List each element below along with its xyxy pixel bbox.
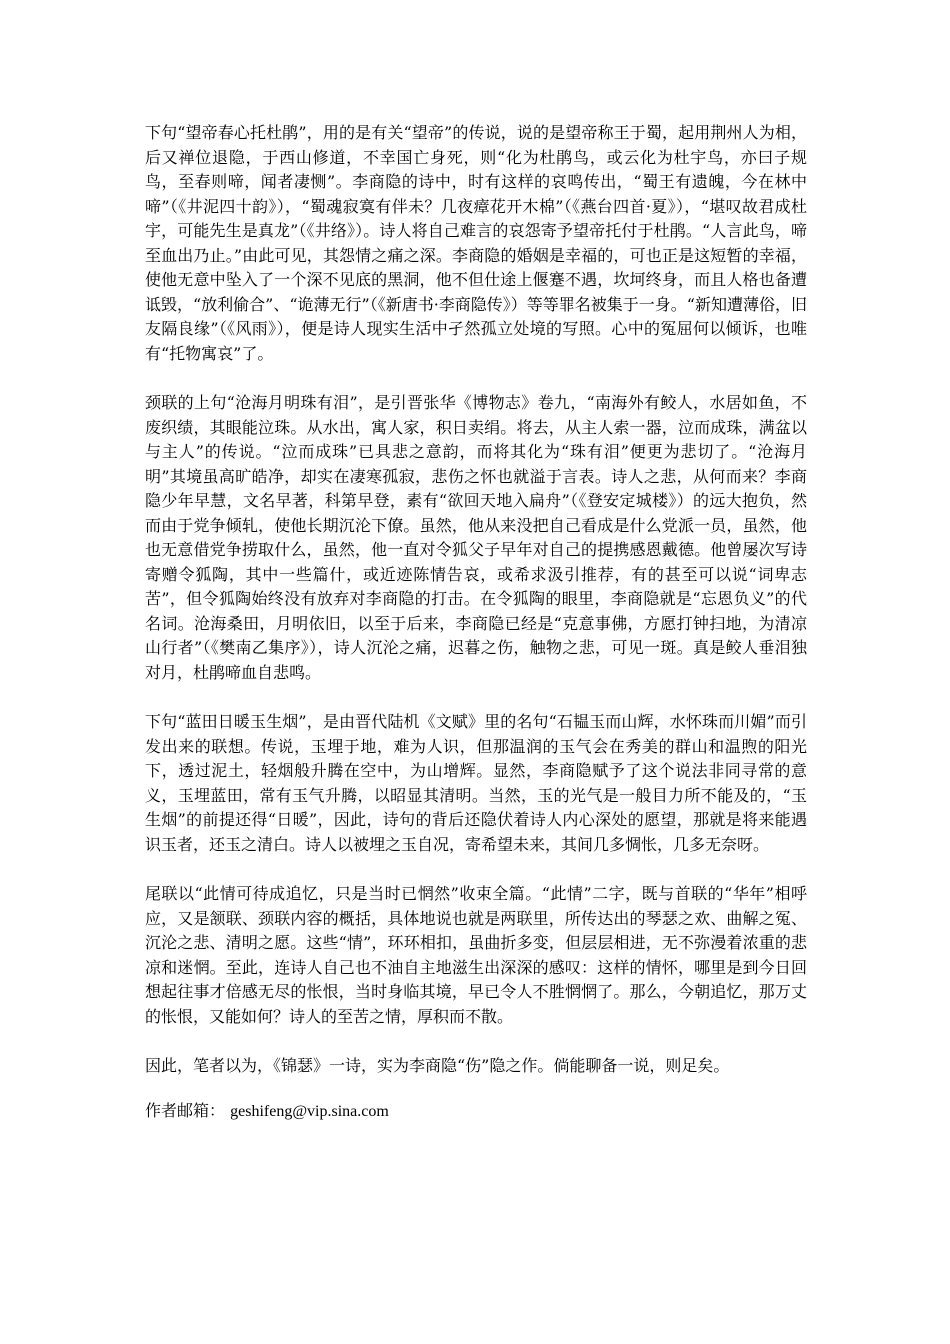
paragraph-3: 下句“蓝田日暖玉生烟”，是由晋代陆机《文赋》里的名句“石韫玉而山辉，水怀珠而川媚”而引发出来的联想。传说，玉埋于地，难为人识，但那温润的玉气会在秀美的群山和温煦的阳光下，透过泥土，轻烟般升腾在空中，为山增辉。显然，李商隐赋予了这个说法非同寻常的意义，玉埋蓝田，常有玉气升腾，以昭显其清明。当然，玉的光气是一般目力所不能及的，“玉生烟”的前提还得“日暖”，因此，诗句的背后还隐伏着诗人内心深处的愿望，那就是将来能遇识玉者，还玉之清白。诗人以被埋之玉自况，寄希望未来，其间几多惆怅，几多无奈呀。 — [145, 712, 807, 854]
author-email[interactable]: geshifeng@vip.sina.com — [230, 1102, 389, 1120]
paragraph-1: 下句“望帝春心托杜鹃”，用的是有关“望帝”的传说，说的是望帝称王于蜀，起用荆州人为相，后又禅位退隐，于西山修道，不幸国亡身死，则“化为杜鹃鸟，或云化为杜宇鸟，亦曰子规鸟，至春则啼，闻者凄恻”。李商隐的诗中，时有这样的哀鸣传出，“蜀王有遗魄，今在林中啼”（《井泥四十韵》），“蜀魂寂寞有伴未？几夜瘴花开木棉”（《燕台四首·夏》），“堪叹故君成杜宇，可能先生是真龙”（《井络》）。诗人将自己难言的哀怨寄予望帝托付于杜鹃。“人言此鸟，啼至血出乃止。”由此可见，其怨情之痛之深。李商隐的婚姻是幸福的，可也正是这短暂的幸福，使他无意中坠入了一个深不见底的黑洞，他不但仕途上偃蹇不遇，坎坷终身，而且人格也备遭诋毁，“放利偷合”、“诡薄无行”（《新唐书·李商隐传》）等等罪名被集于一身。“新知遭薄俗，旧友隔良缘”（《风雨》），便是诗人现实生活中孑然孤立处境的写照。心中的冤屈何以倾诉，也唯有“托物寓哀”了。 — [145, 123, 807, 363]
document-body — [145, 121, 807, 1149]
author-email-label: 作者邮箱： — [145, 1100, 226, 1120]
paragraph-2: 颈联的上句“沧海月明珠有泪”，是引晋张华《博物志》卷九，“南海外有鲛人，水居如鱼，不废织绩，其眼能泣珠。从水出，寓人家，积日卖绢。将去，从主人索一器，泣而成珠，满盆以与主人”的传说。“泣而成珠”已具悲之意韵，而将其化为“珠有泪”便更为悲切了。“沧海月明”其境虽高旷皓净，却实在凄寒孤寂，悲伤之怀也就溢于言表。诗人之悲，从何而来？李商隐少年早慧，文名早著，科第早登，素有“欲回天地入扁舟”（《登安定城楼》）的远大抱负，然而由于党争倾轧，使他长期沉沦下僚。虽然，他从来没把自己看成是什么党派一员，虽然，他也无意借党争捞取什么，虽然，他一直对令狐父子早年对自己的提携感恩戴德。他曾屡次写诗寄赠令狐陶，其中一些篇什，或近迹陈情告哀，或希求汲引推荐，有的甚至可以说“词卑志苦”，但令狐陶始终没有放弃对李商隐的打击。在令狐陶的眼里，李商隐就是“忘恩负义”的代名词。沧海桑田，月明依旧，以至于后来，李商隐已经是“克意事佛，方愿打钟扫地，为清凉山行者”（《樊南乙集序》），诗人沉沦之痛，迟暮之伤，触物之悲，可见一斑。真是鲛人垂泪独对月，杜鹃啼血自悲鸣。 — [145, 393, 807, 682]
paragraph-4: 尾联以“此情可待成追忆，只是当时已惘然”收束全篇。“此情”二字，既与首联的“华年”相呼应，又是颔联、颈联内容的概括，具体地说也就是两联里，所传达出的琴瑟之欢、曲解之冤、沉沦之悲、清明之愿。这些“情”，环环相扣，虽曲折多变，但层层相进，无不弥漫着浓重的悲凉和迷惘。至此，连诗人自己也不油自主地滋生出深深的感叹：这样的情怀，哪里是到今日回想起往事才倍感无尽的怅恨，当时身临其境，早已令人不胜惘惘了。那么，今朝追忆，那万丈的怅恨，又能如何？诗人的至苦之情，厚积而不散。 — [145, 884, 807, 1026]
author-contact — [145, 1099, 807, 1125]
paragraph-5: 因此，笔者以为，《锦瑟》一诗，实为李商隐“伤”隐之作。倘能聊备一说，则足矣。 — [145, 1056, 730, 1075]
